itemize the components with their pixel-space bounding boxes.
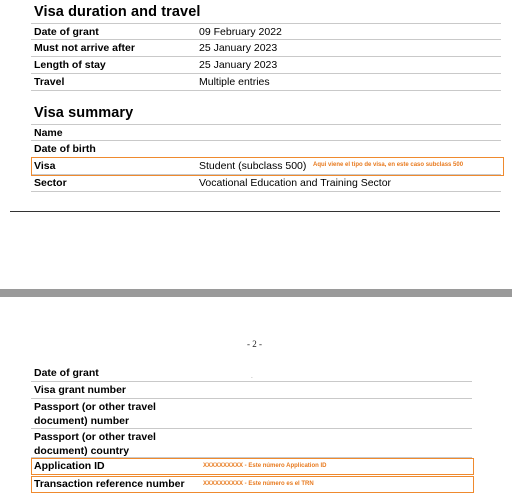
row-label: Travel — [34, 76, 65, 88]
row-visa-grant-number — [31, 382, 472, 399]
page-break — [0, 289, 512, 297]
stray-mark: - — [251, 375, 253, 381]
page-number: - 2 - — [247, 339, 262, 349]
row-value: 09 February 2022 — [199, 26, 282, 38]
row-label: Sector — [34, 177, 67, 189]
row-date-of-grant-2 — [31, 365, 472, 382]
annotation-note: XXXXXXXXXX - Este número Application ID — [203, 463, 327, 469]
visa-summary-title: Visa summary — [34, 105, 134, 121]
row-label: Visa — [34, 160, 56, 172]
row-label: Visa grant number — [34, 384, 126, 396]
row-label: Name — [34, 127, 63, 139]
row-value: 25 January 2023 — [199, 59, 278, 71]
highlight-box-trn — [31, 476, 474, 493]
annotation-note: XXXXXXXXXX - Este número es el TRN — [203, 481, 314, 487]
row-value: Multiple entries — [199, 76, 270, 88]
row-value: Vocational Education and Training Sector — [199, 177, 392, 189]
visa-duration-title: Visa duration and travel — [34, 4, 201, 20]
row-sector — [31, 175, 501, 192]
row-label: Application ID — [34, 460, 105, 472]
row-name — [31, 124, 501, 141]
row-passport-number — [31, 399, 472, 429]
row-passport-country — [31, 429, 472, 458]
row-date-of-birth — [31, 141, 501, 158]
row-travel — [31, 74, 501, 91]
row-date-of-grant — [31, 23, 501, 40]
row-label: Transaction reference number — [34, 478, 185, 490]
row-must-not-arrive-after — [31, 40, 501, 57]
row-value: Student (subclass 500) — [199, 160, 307, 172]
row-label: Date of grant — [34, 26, 99, 38]
row-label: Length of stay — [34, 59, 106, 71]
row-length-of-stay — [31, 57, 501, 74]
row-label: Date of grant — [34, 367, 99, 379]
row-label: Date of birth — [34, 143, 96, 155]
row-label: Must not arrive after — [34, 42, 135, 54]
page-divider-line — [10, 211, 500, 212]
highlight-box-application-id — [31, 458, 474, 475]
row-label: Passport (or other travel document) country — [34, 431, 156, 457]
row-label: Passport (or other travel document) number — [34, 401, 156, 427]
row-value: 25 January 2023 — [199, 42, 278, 54]
highlight-box-visa — [31, 157, 504, 176]
annotation-note: Aqui viene el tipo de visa, en este caso subclass 500 — [313, 162, 464, 168]
